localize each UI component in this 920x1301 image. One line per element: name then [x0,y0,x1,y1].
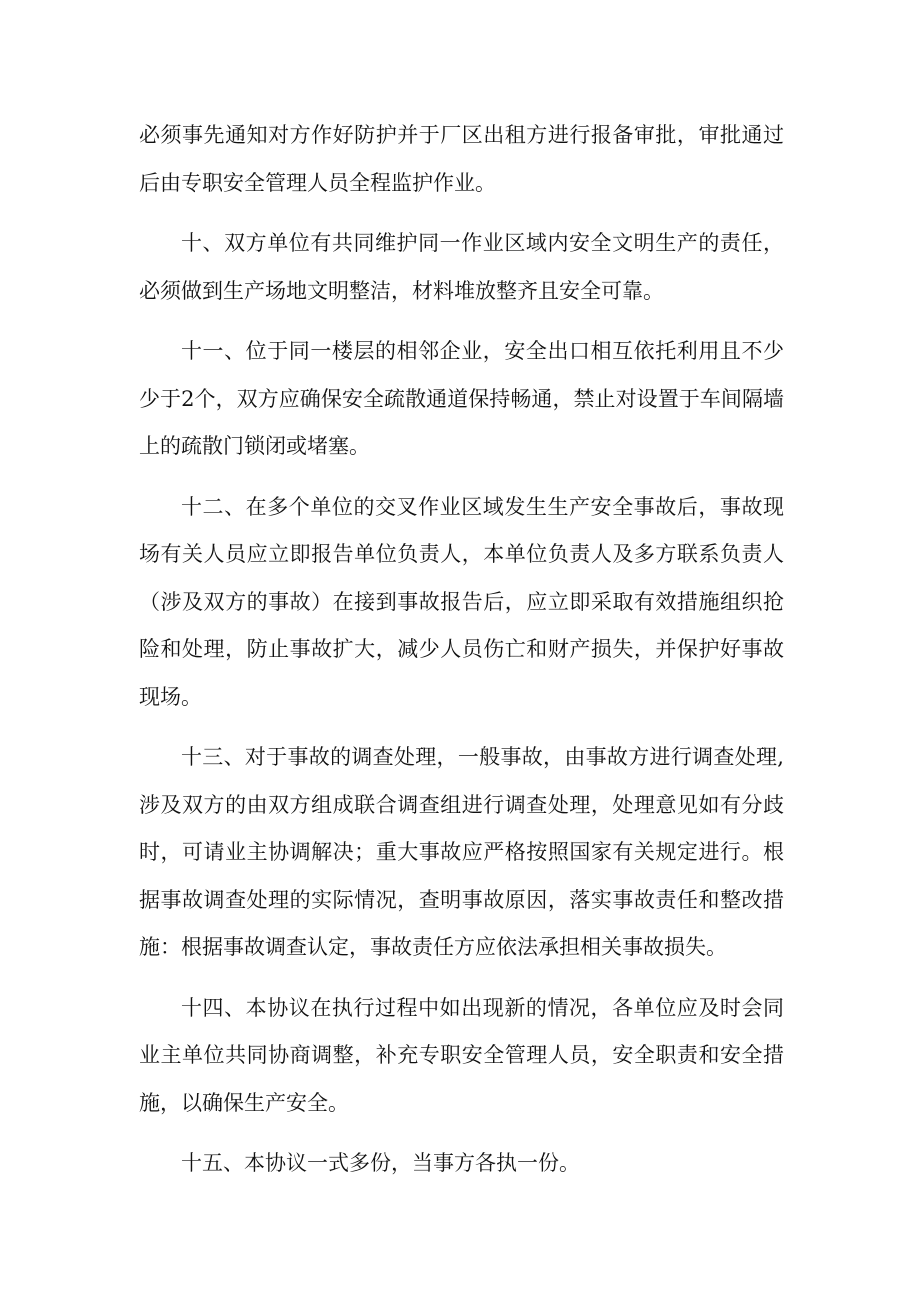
clause-14: 十四、本协议在执行过程中如出现新的情况，各单位应及时会同业主单位共同协商调整，补充专职安全管理人员，安全职责和安全措施，以确保生产安全。 [139,995,784,1115]
paragraph-continuation: 必须事先通知对方作好防护并于厂区出租方进行报备审批，审批通过后由专职安全管理人员全程监护作业。 [139,123,784,195]
document-body [139,112,784,1188]
clause-13: 十三、对于事故的调查处理，一般事故，由事故方进行调查处理,涉及双方的由双方组成联合调查组进行调查处理，处理意见如有分歧时，可请业主协调解决；重大事故应严格按照国家有关规定进行。根据事故调查处理的实际情况，查明事故原因，落实事故责任和整改措施：根据事故调查认定，事故责任方应依法承担相关事故损失。 [139,745,784,959]
clause-10: 十、双方单位有共同维护同一作业区域内安全文明生产的责任，必须做到生产场地文明整洁，材料堆放整齐且安全可靠。 [139,231,784,303]
clause-12: 十二、在多个单位的交叉作业区域发生生产安全事故后，事故现场有关人员应立即报告单位负责人，本单位负责人及多方联系负责人（涉及双方的事故）在接到事故报告后，应立即采取有效措施组织抢险和处理，防止事故扩大，减少人员伤亡和财产损失，并保护好事故现场。 [139,494,784,709]
clause-15: 十五、本协议一式多份，当事方各执一份。 [181,1151,580,1175]
clause-11: 十一、位于同一楼层的相邻企业，安全出口相互依托利用且不少少于2个，双方应确保安全疏散通道保持畅通，禁止对设置于车间隔墙上的疏散门锁闭或堵塞。 [139,339,784,458]
